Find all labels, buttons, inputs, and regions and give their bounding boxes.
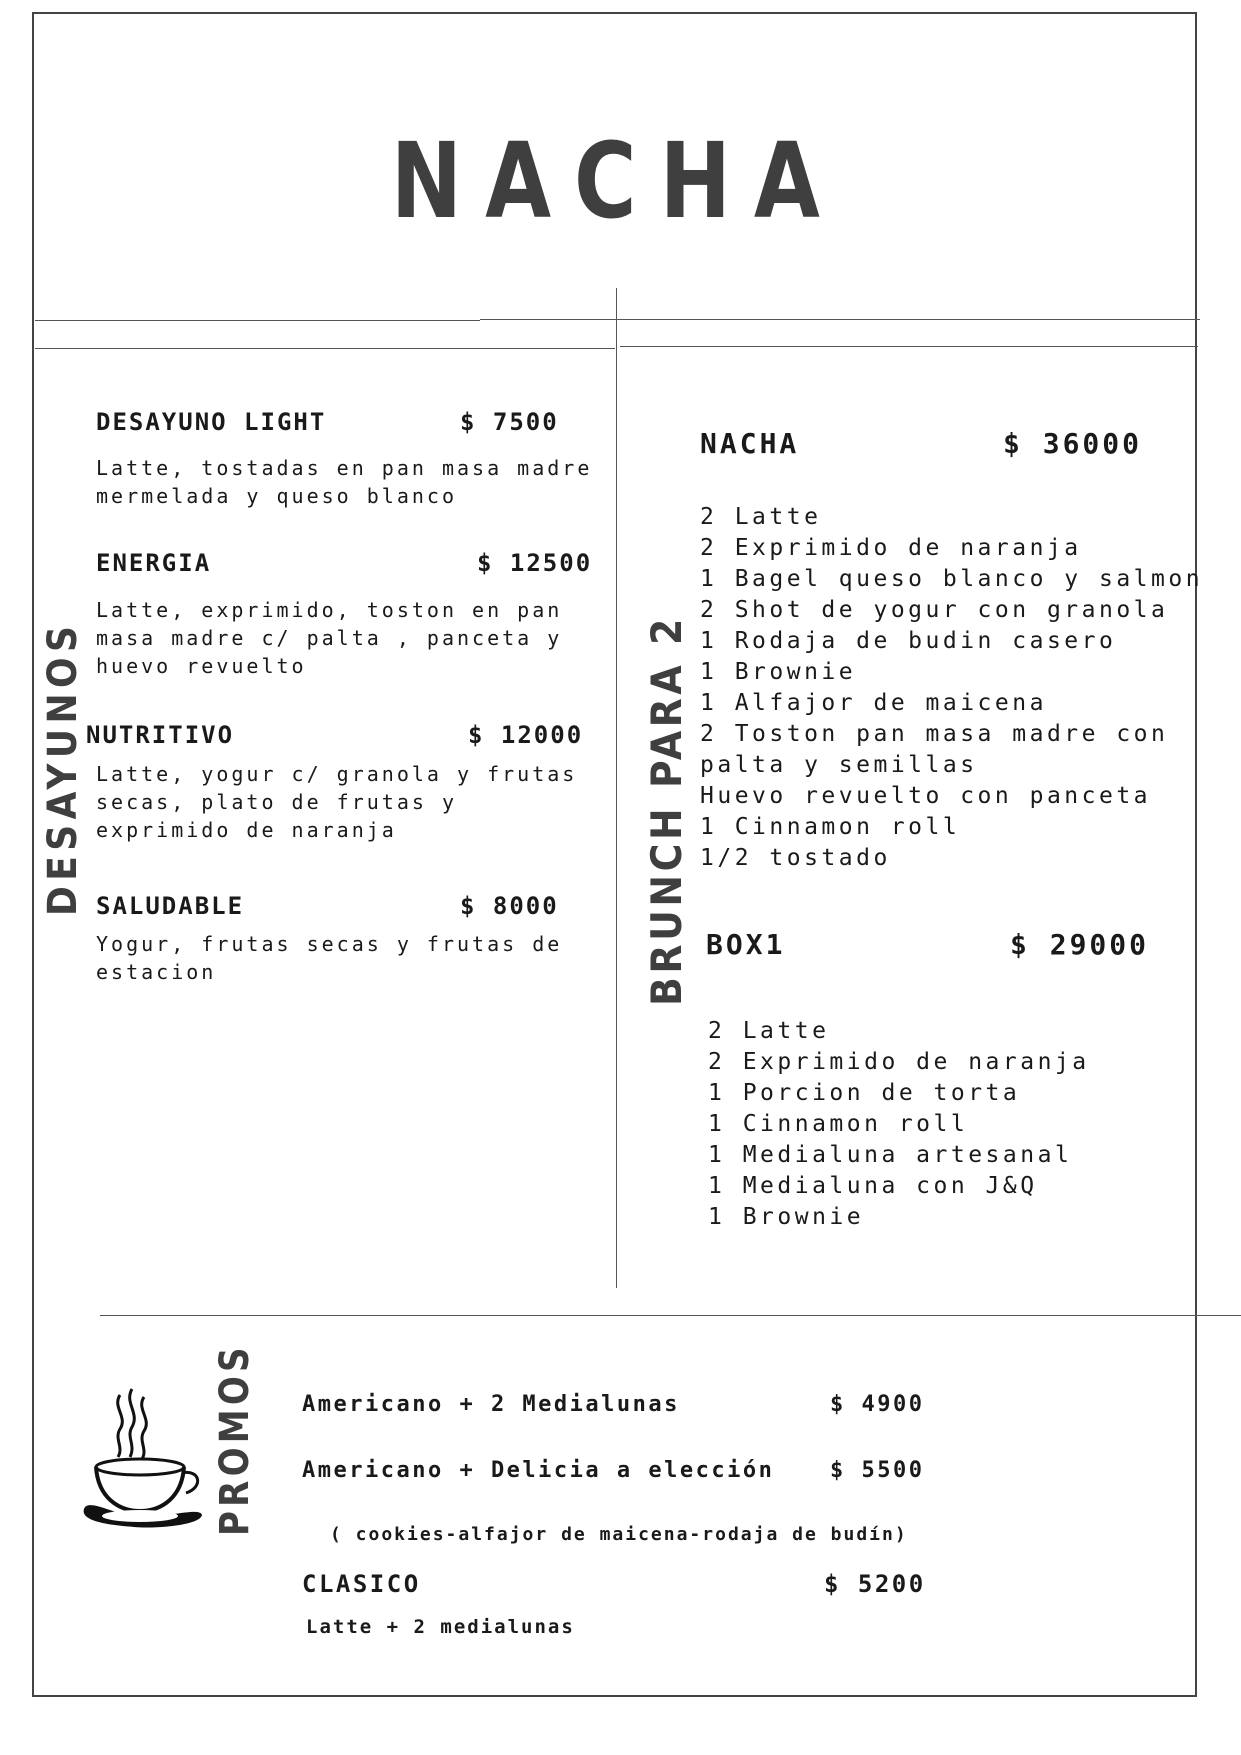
list-item: 1 Brownie xyxy=(708,1204,865,1230)
item-name: SALUDABLE xyxy=(96,892,245,920)
brunch-nacha-list xyxy=(700,502,1203,874)
promo-description: Latte + 2 medialunas xyxy=(306,1616,575,1638)
promo-text: Americano + 2 Medialunas xyxy=(302,1392,680,1417)
page-title: NACHA xyxy=(390,120,843,242)
list-item: 1 Medialuna artesanal xyxy=(708,1142,1073,1168)
item-description: Yogur, frutas secas y frutas de estacion xyxy=(96,932,563,984)
item-name: DESAYUNO LIGHT xyxy=(96,408,327,436)
section-label-promos: PROMOS xyxy=(212,1343,258,1536)
item-price: $ 7500 xyxy=(460,408,559,436)
promo-price: $ 4900 xyxy=(830,1392,925,1417)
promo-price: $ 5200 xyxy=(824,1570,926,1598)
column-divider xyxy=(616,288,617,1288)
list-item: 2 Exprimido de naranja xyxy=(700,535,1082,561)
list-item: 1 Rodaja de budin casero xyxy=(700,628,1117,654)
item-name: NACHA xyxy=(700,427,800,460)
divider-line xyxy=(100,1315,1241,1316)
list-item: 1 Alfajor de maicena xyxy=(700,690,1047,716)
list-item: 2 Exprimido de naranja xyxy=(708,1049,1090,1075)
item-name: ENERGIA xyxy=(96,549,212,577)
promo-text: CLASICO xyxy=(302,1570,421,1598)
list-item: 2 Toston pan masa madre con xyxy=(700,721,1169,747)
item-price: $ 12500 xyxy=(477,549,593,577)
item-name: BOX1 xyxy=(706,928,786,961)
list-item: palta y semillas xyxy=(700,752,978,778)
section-label-brunch: BRUNCH PARA 2 xyxy=(642,615,691,1006)
list-item: 2 Latte xyxy=(708,1018,830,1044)
list-item: 1 Cinnamon roll xyxy=(700,814,961,840)
item-name: NUTRITIVO xyxy=(86,721,235,749)
item-price: $ 36000 xyxy=(1003,427,1143,460)
promo-price: $ 5500 xyxy=(830,1458,925,1483)
list-item: 2 Latte xyxy=(700,504,822,530)
section-label-desayunos: DESAYUNOS xyxy=(40,620,86,916)
item-price: $ 12000 xyxy=(468,721,584,749)
list-item: 1 Cinnamon roll xyxy=(708,1111,969,1137)
brunch-box1-list xyxy=(708,1016,1090,1233)
divider-line xyxy=(620,346,1198,347)
list-item: 1 Bagel queso blanco y salmon xyxy=(700,566,1204,592)
list-item: 1 Brownie xyxy=(700,659,857,685)
promo-note: ( cookies-alfajor de maicena-rodaja de budín) xyxy=(330,1524,908,1545)
coffee-cup-icon xyxy=(78,1385,208,1535)
list-item: 2 Shot de yogur con granola xyxy=(700,597,1169,623)
item-price: $ 29000 xyxy=(1010,928,1150,961)
promo-text: Americano + Delicia a elección xyxy=(302,1458,775,1483)
list-item: 1 Porcion de torta xyxy=(708,1080,1021,1106)
item-description: Latte, tostadas en pan masa madre mermelada y queso blanco xyxy=(96,456,593,508)
divider-line xyxy=(35,320,480,321)
divider-line xyxy=(35,348,615,349)
divider-line xyxy=(480,319,1200,320)
list-item: 1/2 tostado xyxy=(700,845,891,871)
item-description: Latte, yogur c/ granola y frutas secas, plato de frutas y exprimido de naranja xyxy=(96,762,578,842)
item-description: Latte, exprimido, toston en pan masa madre c/ palta , panceta y huevo revuelto xyxy=(96,598,563,678)
item-price: $ 8000 xyxy=(460,892,559,920)
list-item: Huevo revuelto con panceta xyxy=(700,783,1152,809)
list-item: 1 Medialuna con J&Q xyxy=(708,1173,1038,1199)
